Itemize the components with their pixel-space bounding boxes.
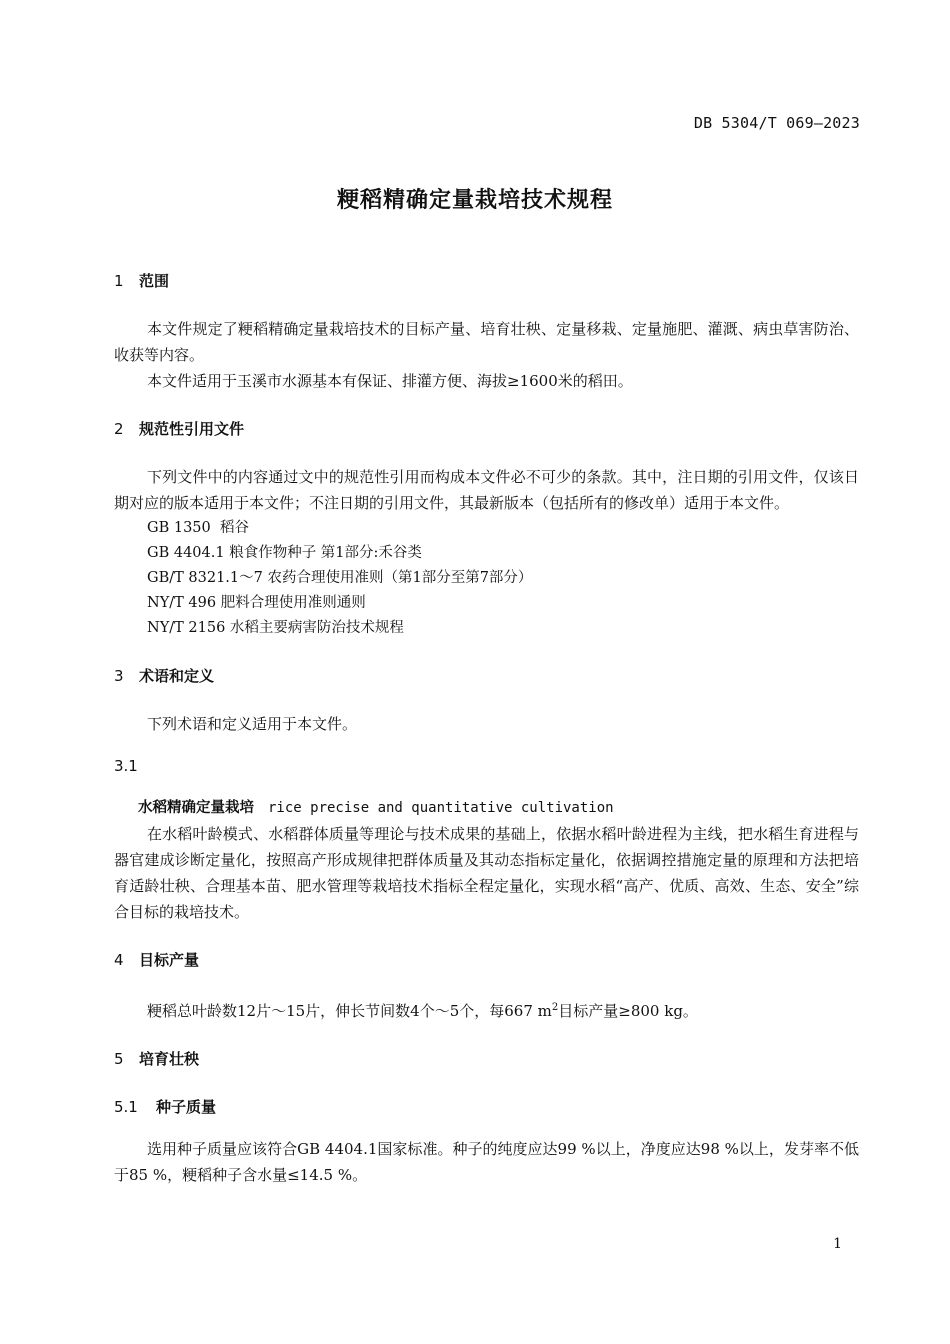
term-english: rice precise and quantitative cultivation	[268, 800, 614, 816]
section-number: 1	[114, 272, 124, 290]
subsection-number: 3.1	[114, 757, 138, 775]
section-3-heading	[114, 663, 859, 689]
term-definition: 在水稻叶龄模式、水稻群体质量等理论与技术成果的基础上，依据水稻叶龄进程为主线，把水稻生育进程与器官建成诊断定量化，按照高产形成规律把群体质量及其动态指标定量化，依据调控措施定量的原理和方法把培育适龄壮秧、合理基本苗、肥水管理等栽培技术指标全程定量化，实现水稻“高产、优质、高效、生态、安全”综合目标的栽培技术。	[114, 825, 859, 921]
paragraph: 本文件适用于玉溪市水源基本有保证、排灌方便、海拔≥1600米的稻田。	[147, 372, 633, 390]
paragraph: 粳稻总叶龄数12片～15片，伸长节间数4个～5个，每667 $m^2$目标产量≥800 kg。	[147, 1002, 698, 1020]
paragraph: 本文件规定了粳稻精确定量栽培技术的目标产量、培育壮秧、定量移栽、定量施肥、灌溉、病虫草害防治、收获等内容。	[114, 320, 859, 364]
page-title: 粳稻精确定量栽培技术规程	[336, 188, 613, 213]
paragraph: 下列文件中的内容通过文中的规范性引用而构成本文件必不可少的条款。其中，注日期的引用文件，仅该日期对应的版本适用于本文件；不注日期的引用文件，其最新版本（包括所有的修改单）适用于本文件。	[114, 468, 859, 512]
term-entry	[114, 795, 859, 821]
subsection-3-1-number	[114, 753, 859, 779]
page-number: 1	[833, 1236, 842, 1252]
section-number: 4	[114, 951, 124, 969]
section-1-heading	[114, 268, 859, 294]
document-code: DB 5304/T 069—2023	[693, 114, 860, 132]
paragraph: 下列术语和定义适用于本文件。	[147, 715, 358, 733]
section-5-heading	[114, 1046, 859, 1072]
document-body	[114, 268, 859, 1188]
section-number: 3	[114, 667, 124, 685]
section-title: 目标产量	[139, 951, 200, 969]
term-chinese: 水稻精确定量栽培	[138, 800, 254, 816]
reference-item: NY/T 2156 水稻主要病害防治技术规程	[147, 620, 404, 636]
section-2-heading	[114, 416, 859, 442]
section-title: 术语和定义	[139, 667, 215, 685]
subsection-title: 种子质量	[156, 1098, 217, 1116]
reference-item: GB/T 8321.1～7 农药合理使用准则（第1部分至第7部分）	[147, 570, 533, 586]
subsection-number: 5.1	[114, 1098, 138, 1116]
section-title: 规范性引用文件	[139, 420, 245, 438]
section-title: 范围	[139, 272, 170, 290]
section-title: 培育壮秧	[139, 1050, 200, 1068]
reference-item: NY/T 496 肥料合理使用准则通则	[147, 595, 366, 611]
reference-item: GB 4404.1 粮食作物种子 第1部分:禾谷类	[147, 545, 422, 561]
section-4-heading	[114, 947, 859, 973]
subsection-5-1-heading	[114, 1094, 859, 1120]
paragraph: 选用种子质量应该符合GB 4404.1国家标准。种子的纯度应达99 %以上，净度应达98 %以上，发芽率不低于85 %，粳稻种子含水量≤14.5 %。	[114, 1140, 859, 1184]
section-number: 2	[114, 420, 124, 438]
reference-item: GB 1350 稻谷	[147, 520, 249, 536]
section-number: 5	[114, 1050, 124, 1068]
